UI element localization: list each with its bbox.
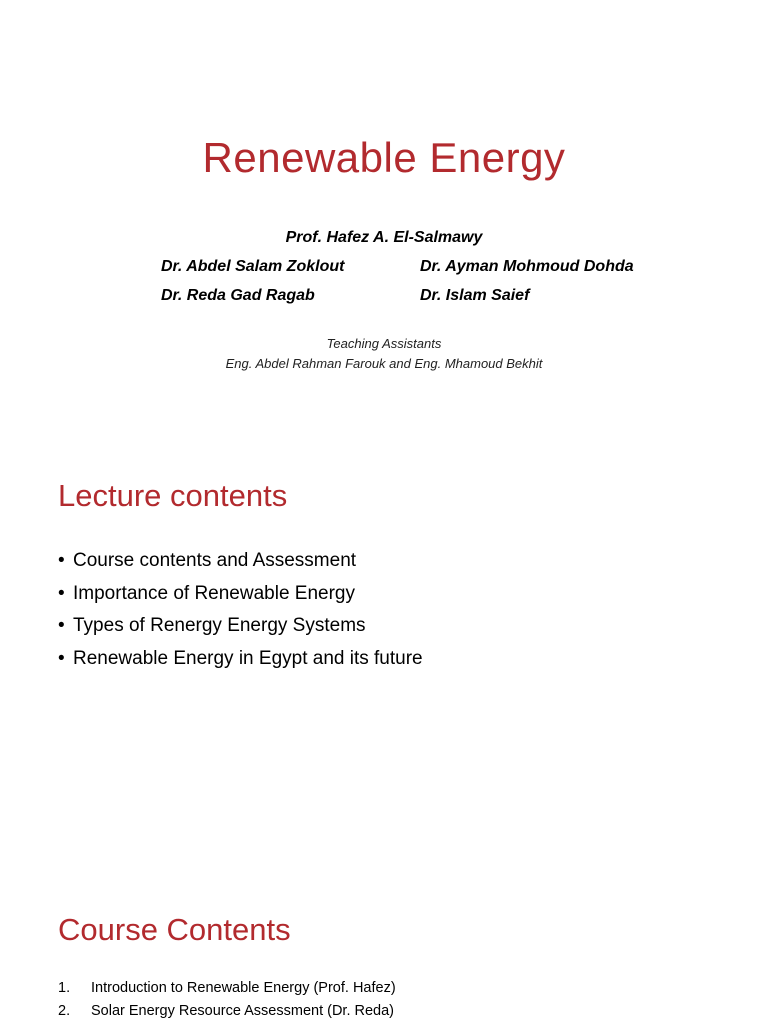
list-item: [58, 648, 423, 681]
section-heading: Lecture contents: [58, 478, 288, 513]
list-item: [58, 583, 423, 616]
list-item: [58, 1002, 396, 1025]
list-item-text: Course contents and Assessment: [73, 550, 357, 571]
staff-name: Dr. Ayman Mohmoud Dohda: [420, 258, 634, 275]
section-heading: Course Contents: [58, 912, 291, 947]
list-item-text: Solar Energy Resource Assessment (Dr. Reda): [91, 1003, 395, 1019]
slide-title: Renewable Energy: [202, 134, 566, 181]
teaching-assistants-names: Eng. Abdel Rahman Farouk and Eng. Mhamoud Bekhit: [225, 356, 543, 371]
professor-name: Prof. Hafez A. El-Salmawy: [285, 229, 483, 246]
bullet-icon: •: [58, 615, 65, 636]
title-slide: [0, 0, 768, 430]
list-item: [58, 550, 423, 583]
list-item-text: Renewable Energy in Egypt and its future: [73, 647, 423, 669]
list-item-number: 2.: [58, 1003, 71, 1019]
list-item-text: Importance of Renewable Energy: [73, 582, 355, 604]
staff-name: Dr. Abdel Salam Zoklout: [161, 258, 345, 275]
list-item: [58, 615, 423, 648]
list-item-number: 1.: [58, 980, 71, 996]
list-item-text: Introduction to Renewable Energy (Prof. Hafez): [91, 980, 396, 996]
lecture-contents-slide: [0, 430, 768, 860]
staff-name: Dr. Islam Saief: [420, 287, 530, 304]
course-contents-slide: [0, 860, 768, 1024]
teaching-assistants-label: Teaching Assistants: [326, 336, 442, 351]
list-item-text: Types of Renergy Energy Systems: [73, 615, 366, 636]
bullet-icon: •: [58, 647, 65, 669]
bullet-icon: •: [58, 582, 65, 604]
course-contents-list: [58, 979, 396, 1025]
bullet-icon: •: [58, 550, 65, 571]
lecture-contents-list: [58, 550, 423, 680]
staff-name: Dr. Reda Gad Ragab: [161, 287, 315, 304]
list-item: [58, 979, 396, 1002]
